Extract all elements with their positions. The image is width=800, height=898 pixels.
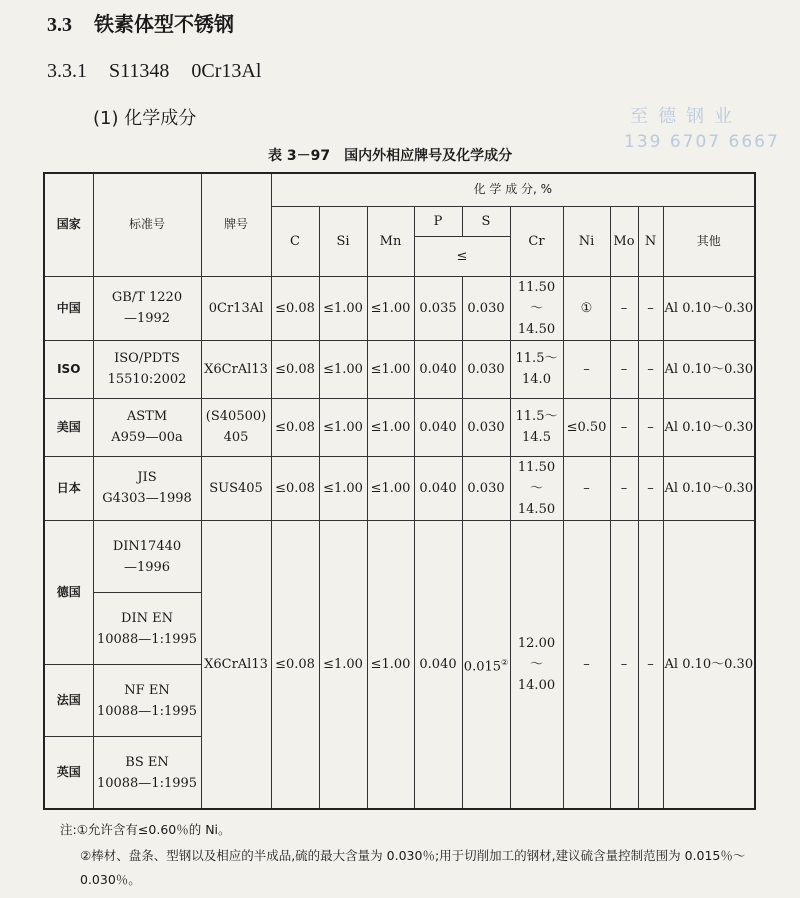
- cell-other: Al 0.10～0.30: [663, 521, 755, 810]
- standard-line2: 10088—1:1995: [96, 631, 198, 647]
- watermark: [624, 102, 780, 152]
- cell-standard: [93, 276, 201, 340]
- header-N: N: [638, 206, 663, 276]
- cell-country: ISO: [44, 340, 93, 398]
- cell-grade: [201, 398, 271, 456]
- table-row: [44, 456, 755, 520]
- cell-Mo: –: [610, 276, 638, 340]
- standard-line2: 10088—1:1995: [96, 703, 198, 719]
- footnote-1: 注:①允许含有≤0.60％的 Ni。: [60, 822, 231, 837]
- cell-Cr: [510, 276, 563, 340]
- cell-Ni: ≤0.50: [563, 398, 610, 456]
- cell-standard: [93, 737, 201, 809]
- standard-line1: JIS: [137, 470, 157, 486]
- cell-N: –: [638, 398, 663, 456]
- cell-Si: ≤1.00: [319, 398, 367, 456]
- standard-line1: DIN17440: [112, 538, 182, 554]
- standard-line2: 10088—1:1995: [96, 775, 198, 791]
- header-country: 国家: [44, 173, 93, 276]
- cell-grade: X6CrAl13: [201, 521, 271, 810]
- cr-line2: 14.5: [522, 430, 551, 446]
- cell-country: 德国: [44, 521, 93, 665]
- standard-line2: G4303—1998: [102, 491, 192, 507]
- watermark-phone: 139 6707 6667: [624, 132, 780, 152]
- grade-line2: 405: [223, 430, 249, 446]
- cell-Ni: –: [563, 456, 610, 520]
- cell-country: 中国: [44, 276, 93, 340]
- cell-P: 0.040: [414, 521, 462, 810]
- cell-standard: [93, 398, 201, 456]
- table-row: [44, 521, 755, 593]
- section-heading: [47, 8, 234, 37]
- composition-table: [43, 172, 756, 810]
- cell-Cr: [510, 398, 563, 456]
- subsection-grade: 0Cr13Al: [191, 60, 262, 82]
- cell-C: ≤0.08: [271, 521, 319, 810]
- item-heading: (1) 化学成分: [93, 108, 197, 129]
- header-composition: 化 学 成 分, %: [271, 173, 755, 206]
- cr-line2: 14.50: [517, 501, 556, 517]
- cell-C: ≤0.08: [271, 398, 319, 456]
- standard-line1: GB/T 1220: [111, 290, 183, 306]
- header-P: P: [414, 206, 462, 236]
- cell-grade: [201, 276, 271, 340]
- cell-Si: ≤1.00: [319, 456, 367, 520]
- standard-line2: —1996: [123, 559, 171, 575]
- cr-line2: 14.50: [517, 321, 556, 337]
- cell-P: 0.040: [414, 340, 462, 398]
- cr-line1: 11.5～: [515, 409, 558, 425]
- cell-S: 0.030: [462, 276, 510, 340]
- cell-Mn: ≤1.00: [367, 521, 414, 810]
- cell-P: 0.035: [414, 276, 462, 340]
- cell-Cr: [510, 521, 563, 810]
- cell-Mn: ≤1.00: [367, 398, 414, 456]
- section-title: 铁素体型不锈钢: [94, 12, 234, 36]
- standard-line1: DIN EN: [121, 610, 173, 626]
- cr-line1: 11.50～: [517, 459, 556, 496]
- cell-Mo: –: [610, 521, 638, 810]
- cell-Cr: [510, 456, 563, 520]
- header-le: ≤: [414, 236, 510, 276]
- cell-Ni: –: [563, 340, 610, 398]
- cell-N: –: [638, 276, 663, 340]
- standard-line2: A959—00a: [111, 430, 183, 446]
- watermark-company: 至德钢业: [630, 106, 742, 127]
- header-C: C: [271, 206, 319, 276]
- cr-line2: 14.00: [517, 678, 556, 693]
- standard-line2: 15510:2002: [107, 372, 187, 388]
- cell-standard: [93, 593, 201, 665]
- cell-standard: [93, 340, 201, 398]
- cell-standard: [93, 521, 201, 593]
- standard-line1: ISO/PDTS: [114, 351, 180, 367]
- cell-other: Al 0.10～0.30: [663, 276, 755, 340]
- grade-line1: X6CrAl13: [204, 361, 268, 377]
- cell-Ni: –: [563, 521, 610, 810]
- header-standard: 标准号: [93, 173, 201, 276]
- grade-line1: (S40500): [205, 409, 267, 425]
- cell-C: ≤0.08: [271, 276, 319, 340]
- cell-N: –: [638, 521, 663, 810]
- footnote-2: ②棒材、盘条、型钢以及相应的半成品,硫的最大含量为 0.030％;用于切削加工的钢材,建议硫含量控制范围为 0.015％～0.030％。: [80, 848, 746, 887]
- cell-Si: ≤1.00: [319, 276, 367, 340]
- cr-line1: 12.00～: [517, 636, 556, 672]
- cell-Si: ≤1.00: [319, 340, 367, 398]
- grade-line1: SUS405: [209, 480, 263, 496]
- cell-N: –: [638, 340, 663, 398]
- cell-Mn: ≤1.00: [367, 340, 414, 398]
- cell-country: 法国: [44, 665, 93, 737]
- note-ref-2: ②: [501, 657, 509, 667]
- header-Mo: Mo: [610, 206, 638, 276]
- cell-C: ≤0.08: [271, 340, 319, 398]
- cell-standard: [93, 456, 201, 520]
- cell-grade: [201, 456, 271, 520]
- cell-other: Al 0.10～0.30: [663, 456, 755, 520]
- cell-S: 0.030: [462, 456, 510, 520]
- cell-P: 0.040: [414, 456, 462, 520]
- cell-P: 0.040: [414, 398, 462, 456]
- standard-line1: ASTM: [126, 409, 168, 425]
- header-Cr: Cr: [510, 206, 563, 276]
- standard-line1: BS EN: [125, 754, 169, 770]
- standard-line2: —1992: [123, 311, 171, 327]
- cell-country: 美国: [44, 398, 93, 456]
- table-row: [44, 340, 755, 398]
- cell-Mo: –: [610, 398, 638, 456]
- cell-Mo: –: [610, 456, 638, 520]
- header-Mn: Mn: [367, 206, 414, 276]
- section-number: 3.3: [47, 14, 72, 36]
- cell-standard: [93, 665, 201, 737]
- header-other: 其他: [663, 206, 755, 276]
- cell-other: Al 0.10～0.30: [663, 398, 755, 456]
- cell-Mn: ≤1.00: [367, 276, 414, 340]
- header-S: S: [462, 206, 510, 236]
- cr-line1: 11.5～: [515, 351, 558, 367]
- cell-Mn: ≤1.00: [367, 456, 414, 520]
- subsection-code: S11348: [109, 60, 170, 82]
- table-row: [44, 276, 755, 340]
- cr-line2: 14.0: [522, 372, 551, 388]
- cell-Mo: –: [610, 340, 638, 398]
- header-Si: Si: [319, 206, 367, 276]
- table-row: [44, 398, 755, 456]
- subsection-number: 3.3.1: [47, 60, 87, 82]
- cell-grade: [201, 340, 271, 398]
- cell-S: 0.030: [462, 340, 510, 398]
- cell-S: [462, 521, 510, 810]
- cell-N: –: [638, 456, 663, 520]
- table-caption: 表 3－97 国内外相应牌号及化学成分: [268, 148, 513, 164]
- cell-country: 英国: [44, 737, 93, 809]
- cell-Cr: [510, 340, 563, 398]
- standard-line1: NF EN: [124, 682, 170, 698]
- header-grade: 牌号: [201, 173, 271, 276]
- cell-country: 日本: [44, 456, 93, 520]
- s-value: 0.015: [463, 659, 502, 675]
- cell-Ni: ①: [563, 276, 610, 340]
- subsection-heading: [47, 60, 283, 83]
- cell-other: Al 0.10～0.30: [663, 340, 755, 398]
- cell-S: 0.030: [462, 398, 510, 456]
- cr-line1: 11.50～: [517, 279, 556, 316]
- cell-Si: ≤1.00: [319, 521, 367, 810]
- header-Ni: Ni: [563, 206, 610, 276]
- cell-C: ≤0.08: [271, 456, 319, 520]
- grade-line1: 0Cr13Al: [208, 300, 264, 316]
